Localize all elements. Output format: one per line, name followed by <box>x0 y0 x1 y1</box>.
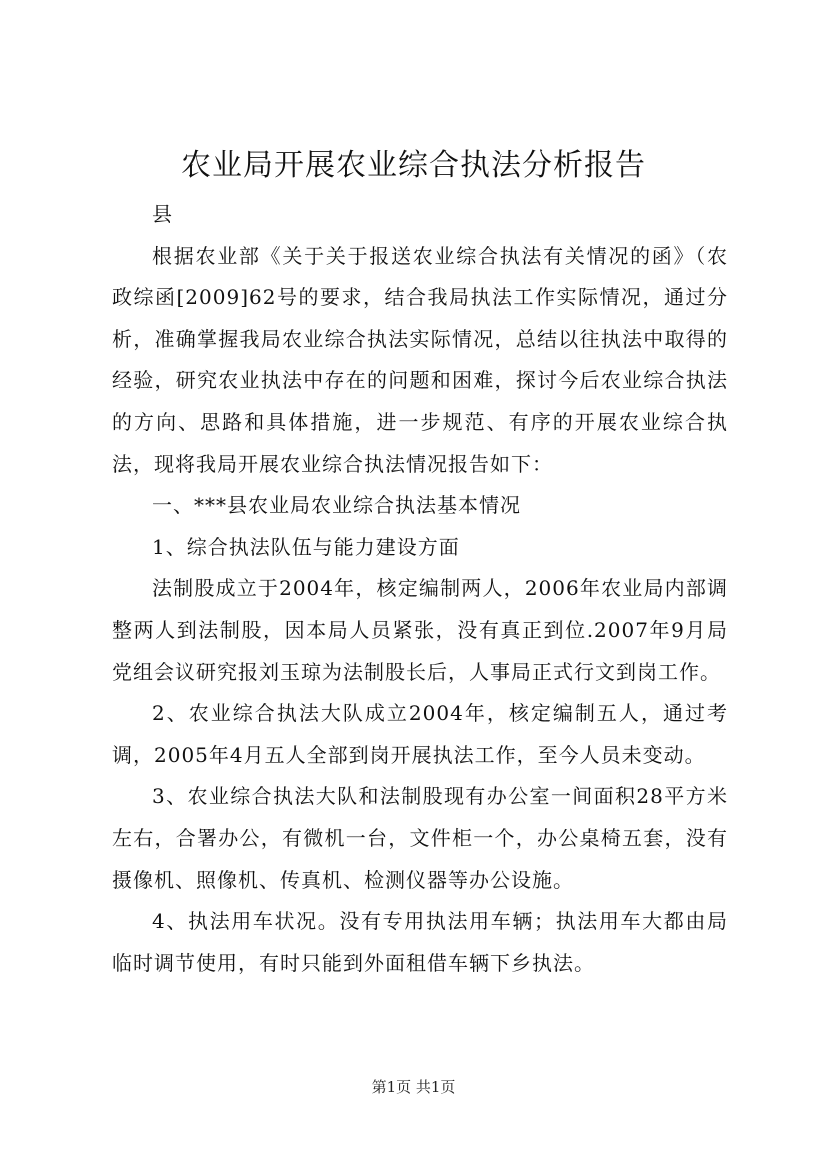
paragraph-item-2: 2、农业综合执法大队成立2004年，核定编制五人，通过考调，2005年4月五人全部到岗开展执法工作，至今人员未变动。 <box>112 701 728 767</box>
document-title: 农业局开展农业综合执法分析报告 <box>181 148 646 183</box>
subheading-1: 1、综合执法队伍与能力建设方面 <box>152 534 460 559</box>
paragraph-intro: 根据农业部《关于关于报送农业综合执法有关情况的函》（农政综函[2009]62号的要求，结合我局执法工作实际情况，通过分析，准确掌握我局农业综合执法实际情况，总结以往执法中取得的经验，研究农业执法中存在的问题和困难，探讨今后农业综合执法的方向、思路和具体措施，进一步规范、有序的开展农业综合执法，现将我局开展农业综合执法情况报告如下： <box>112 243 728 476</box>
paragraph-legal-unit: 法制股成立于2004年，核定编制两人，2006年农业局内部调整两人到法制股，因本局人员紧张，没有真正到位.2007年9月局党组会议研究报刘玉琼为法制股长后，人事局正式行文到岗工作。 <box>112 576 728 684</box>
paragraph-county: 县 <box>152 202 173 226</box>
page-footer: 第1页 共1页 <box>371 1078 456 1096</box>
paragraph-item-4: 4、执法用车状况。没有专用执法用车辆；执法用车大都由局临时调节使用，有时只能到外面租借车辆下乡执法。 <box>112 909 728 975</box>
paragraph-item-3: 3、农业综合执法大队和法制股现有办公室一间面积28平方米左右，合署办公，有微机一台，文件柜一个，办公桌椅五套，没有摄像机、照像机、传真机、检测仪器等办公设施。 <box>112 784 728 892</box>
section-heading-1: 一、***县农业局农业综合执法基本情况 <box>152 493 521 518</box>
document-body <box>112 194 728 984</box>
